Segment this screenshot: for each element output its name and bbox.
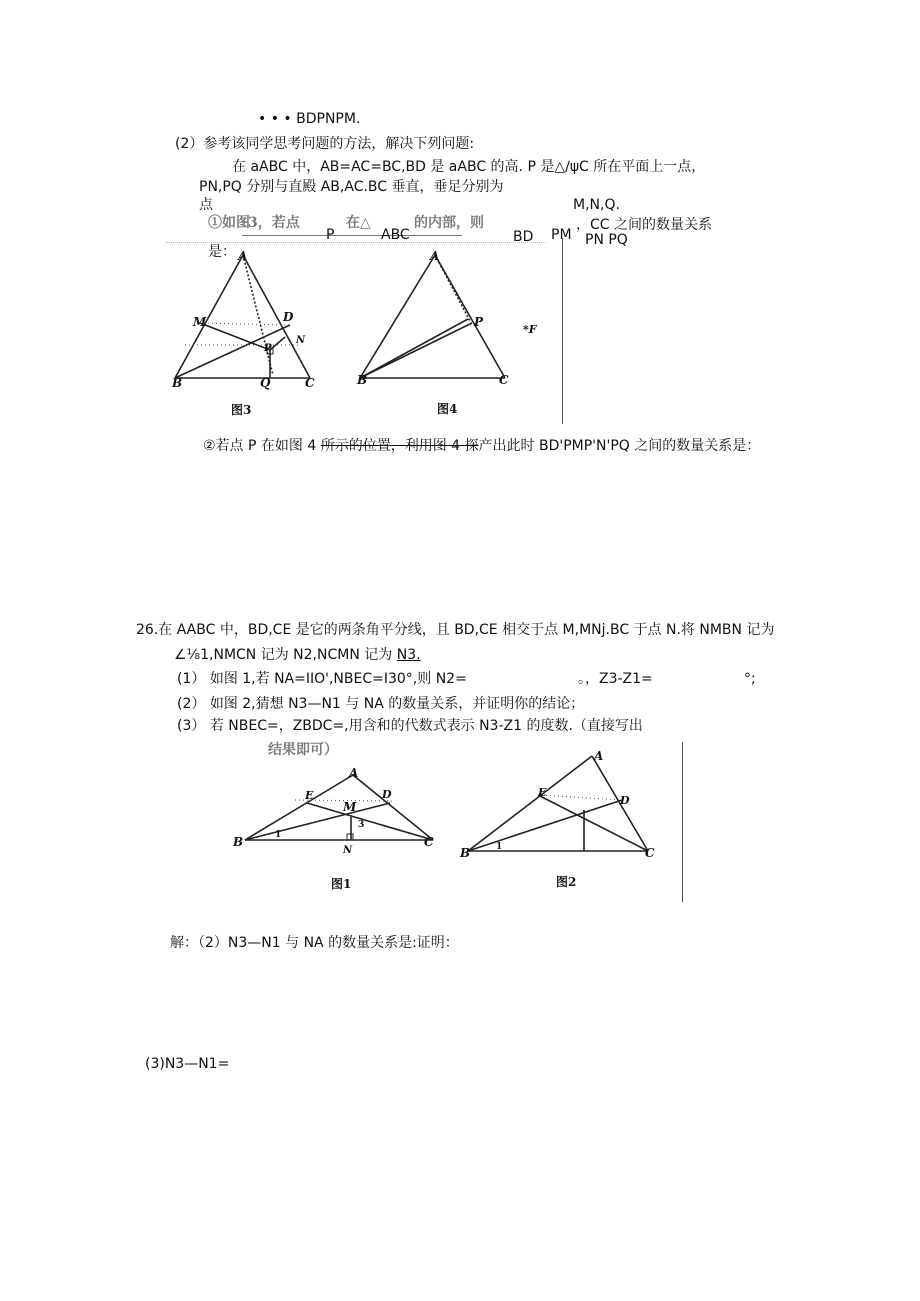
problem26-q1: (1） 如图 1,若 NA=IIO',NBEC=I30°,则 N2= xyxy=(177,671,467,687)
q1-point-p: P xyxy=(326,227,335,243)
fig3-label-q: Q xyxy=(260,376,271,390)
q2-part-c: 产出此时 BD'PMP'N'PQ 之间的数量关系是： xyxy=(478,438,761,454)
q1-bd: BD xyxy=(513,229,534,245)
q1-prefix: ①如图 xyxy=(208,215,250,231)
problem26-angle3: N3. xyxy=(396,647,421,663)
q1-relation-tail: ，CC 之间的数量关系 xyxy=(576,217,713,233)
q1-inside: 的内部，则 xyxy=(414,215,484,231)
fig2-label-c: C xyxy=(645,846,655,860)
figure-4-diagram xyxy=(350,245,520,415)
fig2-angle-1: 1 xyxy=(496,842,503,852)
fig1-angle-3: 3 xyxy=(358,820,365,830)
fig3-caption: 图3 xyxy=(231,403,252,417)
fig2-label-a: A xyxy=(594,749,604,763)
fig3-label-a: A xyxy=(238,249,248,263)
fig1-label-b: B xyxy=(233,835,244,849)
fig4-label-b: B xyxy=(357,373,368,387)
q2-line xyxy=(203,439,760,453)
q2-part-a: ②若点 P 在如图 4 xyxy=(203,438,321,454)
q1-pm: PM xyxy=(551,227,572,243)
problem26-q3-cont: 结果即可） xyxy=(268,742,338,758)
problem26-line1: 26.在 AABC 中，BD,CE 是它的两条角平分线，且 BD,CE 相交于点 M,MNj.BC 于点 N.将 NMBN 记为 xyxy=(136,622,775,638)
q1-underline xyxy=(242,235,462,236)
part2-line2: PN,PQ 分别与直殿 AB,AC.BC 垂直，垂足分别为 xyxy=(199,179,504,195)
fig4-label-c: C xyxy=(499,373,509,387)
fig1-label-a: A xyxy=(349,766,359,780)
fig3-label-b: B xyxy=(172,376,183,390)
problem26-line2 xyxy=(174,648,421,662)
fig3-label-d: D xyxy=(283,310,294,324)
q1-shi: 是： xyxy=(208,244,236,260)
fig4-stray-mark: *F xyxy=(523,323,537,336)
fig2-label-d: D xyxy=(620,794,630,807)
fig3-label-m: M xyxy=(193,315,207,329)
fig4-label-a: A xyxy=(430,249,440,263)
fig4-caption: 图4 xyxy=(437,402,458,416)
fig1-label-c: C xyxy=(424,835,434,849)
fig1-label-e: E xyxy=(305,789,314,802)
q1-pn-pq: PN PQ xyxy=(585,232,628,248)
fig4-label-p: P xyxy=(474,315,484,329)
fig1-label-n: N xyxy=(343,845,353,856)
problem26-q1-mid: 。，Z3-Z1= xyxy=(578,671,653,687)
answer-part3: (3)N3—N1= xyxy=(145,1056,230,1072)
part2-feet-mnq: M,N,Q. xyxy=(573,197,620,213)
fig1-angle-1: 1 xyxy=(275,830,282,840)
line-bdpnpm: • • • BDPNPM. xyxy=(258,111,361,127)
part2-heading: (2）参考该同学思考问题的方法，解决下列问题: xyxy=(175,136,475,152)
fig3-label-n: N xyxy=(296,335,306,346)
part2-line1: 在 aABC 中，AB=AC=BC,BD 是 aABC 的高. P 是△∕ψC 所在平面上一点， xyxy=(232,159,706,175)
fig2-label-e: E xyxy=(538,786,547,799)
q1-in-triangle: 在△ xyxy=(346,215,371,231)
problem26-q2: (2） 如图 2,猜想 N3—N1 与 NA 的数量关系，并证明你的结论； xyxy=(177,696,585,712)
answer-part2: 解：（2）N3—N1 与 NA 的数量关系是:证明： xyxy=(170,935,459,951)
problem26-line2-text: ∠⅛1,NMCN 记为 N2,NCMN 记为 xyxy=(174,647,397,663)
fig3-label-p: P xyxy=(264,343,272,354)
margin-rule-bottom xyxy=(682,742,683,902)
fig1-label-m: M xyxy=(343,800,357,814)
figure-1-diagram xyxy=(235,765,445,855)
fig2-caption: 图2 xyxy=(556,875,577,889)
fig1-label-d: D xyxy=(382,788,392,801)
fig2-label-b: B xyxy=(460,846,471,860)
problem26-q1-end: °; xyxy=(744,671,756,687)
figure-2-diagram xyxy=(460,748,660,868)
figure-3-diagram xyxy=(165,245,325,415)
q1-fig-ref: 3，若点 xyxy=(248,215,300,231)
fig1-caption: 图1 xyxy=(331,877,352,891)
q1-triangle-abc: ABC xyxy=(381,227,410,243)
fig3-label-c: C xyxy=(305,376,315,390)
q2-part-b-struck: 所示的位置，利用图 4 探 xyxy=(320,438,479,454)
part2-line3-point: 点 xyxy=(199,197,213,213)
problem26-q3: (3） 若 NBEC=，ZBDC=,用含和的代数式表示 N3-Z1 的度数.（直接写出 xyxy=(177,718,643,734)
margin-rule-top xyxy=(562,238,563,424)
dotted-rule xyxy=(166,242,546,243)
